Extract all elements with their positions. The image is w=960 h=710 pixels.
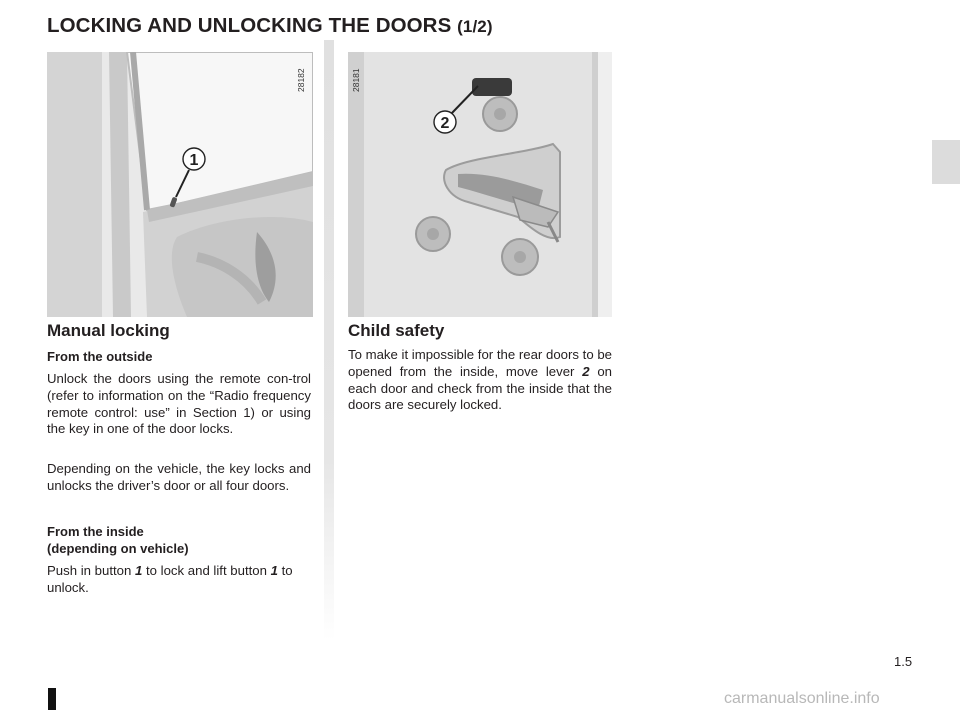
- child-safety-text-b: on each door and check from the inside that the doors are securely locked.: [348, 363, 612, 413]
- corner-mark: [48, 688, 56, 710]
- door-lock-illustration: [348, 52, 612, 317]
- from-outside-heading: From the outside: [47, 349, 153, 364]
- figure-code-left: 28182: [296, 68, 306, 92]
- title-part: (1/2): [457, 17, 493, 36]
- callout-2-label: 2: [440, 115, 450, 132]
- page-number: 1.5: [894, 654, 913, 669]
- inside-text-a: Push in button: [47, 563, 135, 578]
- inside-paragraph: [47, 563, 313, 597]
- page-title: [47, 14, 493, 38]
- child-safety-lever-ref: 2: [582, 363, 590, 379]
- title-main: LOCKING AND UNLOCKING THE DOORS: [47, 14, 452, 37]
- manual-locking-heading: Manual locking: [47, 321, 170, 340]
- from-inside-heading: [47, 523, 189, 557]
- inside-button-ref-a: 1: [134, 563, 143, 578]
- watermark: carmanualsonline.info: [724, 690, 880, 707]
- callout-1-label: 1: [189, 152, 199, 169]
- from-inside-heading-line1: From the inside: [47, 524, 144, 539]
- child-safety-paragraph: [348, 347, 612, 414]
- door-interior-illustration: [47, 52, 313, 317]
- child-safety-heading: Child safety: [348, 321, 445, 340]
- section-tab: [932, 140, 960, 184]
- child-safety-text-a: To make it impossible for the rear doors to be opened from the inside, move lever: [348, 347, 612, 379]
- column-divider: [324, 40, 334, 640]
- inside-text-c: to unlock.: [47, 563, 293, 595]
- inside-text-b: to lock and lift button: [142, 563, 271, 578]
- figure-code-right: 28181: [351, 68, 361, 92]
- outside-paragraph-1: Unlock the doors using the remote con-trol (refer to information on the “Radio frequency remote control: use” in Section 1) or using the key in one of the door locks.: [47, 371, 311, 437]
- from-inside-heading-line2: (depending on vehicle): [47, 541, 189, 556]
- inside-button-ref-b: 1: [270, 563, 278, 578]
- outside-paragraph-2: Depending on the vehicle, the key locks and unlocks the driver’s door or all four doors.: [47, 461, 311, 493]
